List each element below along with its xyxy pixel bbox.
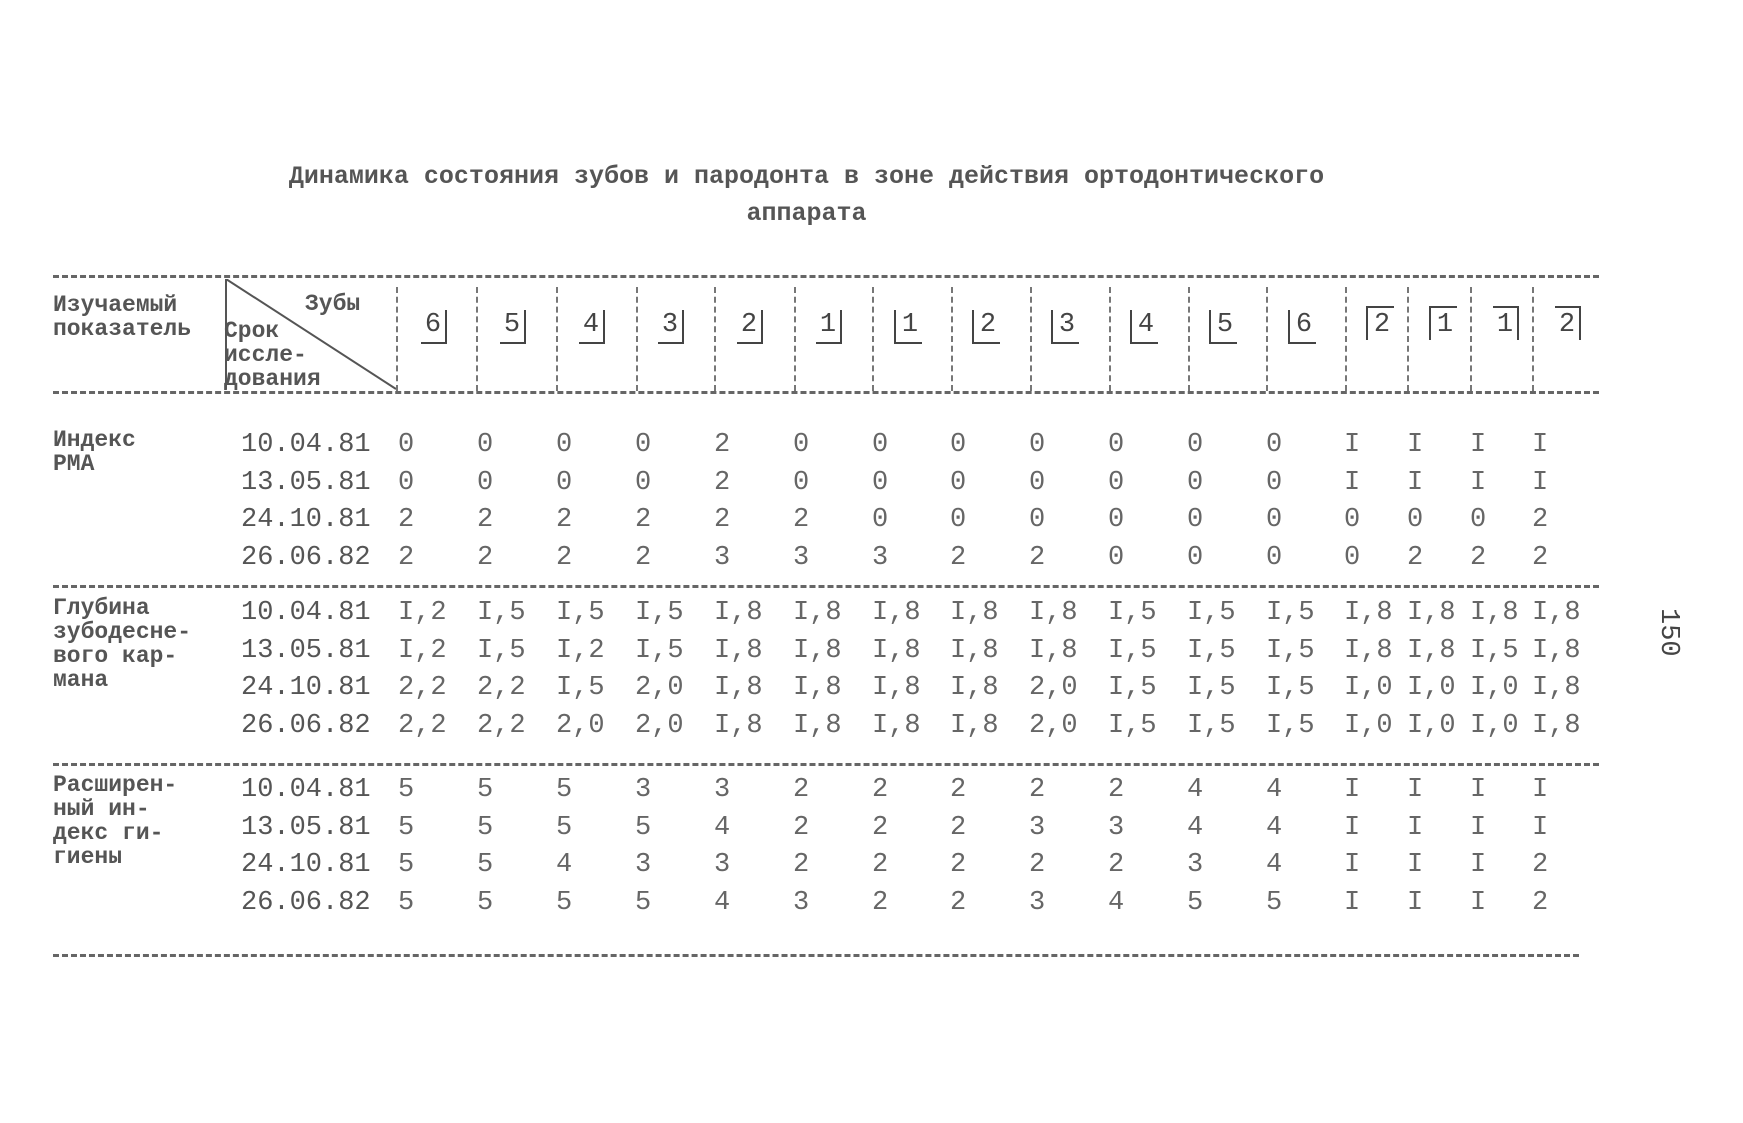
- table-cell: 2,0: [1029, 673, 1078, 703]
- table-cell: I: [1344, 887, 1361, 918]
- table-cell: I,2: [398, 635, 447, 666]
- table-cell: I,5: [1108, 635, 1157, 666]
- table-cell: 2: [793, 775, 810, 805]
- table-cell: I,5: [1108, 673, 1157, 703]
- table-cell: 3: [635, 775, 652, 805]
- table-cell: I,8: [1407, 598, 1456, 628]
- table-cell: 4: [1266, 812, 1283, 843]
- table-cell: I,8: [950, 598, 999, 628]
- tooth-header-5: [720, 310, 780, 340]
- tooth-header-12: [1272, 310, 1332, 340]
- table-cell: I,8: [714, 635, 763, 666]
- table-cell: 5: [477, 812, 494, 843]
- column-separator: [1266, 287, 1268, 391]
- table-cell: 0: [477, 430, 494, 460]
- table-cell: 2: [872, 812, 889, 843]
- table-cell: I,2: [556, 635, 605, 666]
- table-cell: 0: [1029, 467, 1046, 498]
- table-cell: I,2: [398, 598, 447, 628]
- row-date: 13.05.81: [241, 467, 371, 498]
- table-cell: 4: [1187, 812, 1204, 843]
- title-line-2: аппарата: [746, 199, 867, 228]
- row-date: 10.04.81: [241, 430, 371, 460]
- tooth-header-10: [1114, 310, 1174, 340]
- tooth-number: 6: [1288, 310, 1316, 344]
- table-cell: 2,2: [477, 710, 526, 741]
- table-cell: 0: [635, 467, 652, 498]
- row-date: 13.05.81: [241, 635, 371, 666]
- table-cell: 2: [872, 850, 889, 880]
- table-cell: 3: [793, 542, 810, 573]
- table-cell: 3: [872, 542, 889, 573]
- table-cell: 3: [1029, 812, 1046, 843]
- row-date: 24.10.81: [241, 850, 371, 880]
- table-cell: I: [1344, 467, 1361, 498]
- table-cell: 0: [635, 430, 652, 460]
- table-cell: 5: [635, 887, 652, 918]
- table-cell: 0: [872, 430, 889, 460]
- column-separator: [1470, 287, 1472, 391]
- column-separator: [951, 287, 953, 391]
- table-cell: 0: [1266, 430, 1283, 460]
- table-cell: 0: [1470, 505, 1487, 535]
- table-cell: 2: [950, 887, 967, 918]
- tooth-header-6: [799, 310, 859, 340]
- table-cell: 4: [1266, 775, 1283, 805]
- table-cell: 3: [635, 850, 652, 880]
- table-cell: 5: [1266, 887, 1283, 918]
- table-cell: I,5: [1266, 673, 1315, 703]
- table-cell: I: [1407, 850, 1424, 880]
- table-cell: 2: [714, 505, 731, 535]
- table-cell: 2,0: [556, 710, 605, 741]
- table-cell: 2: [1532, 542, 1549, 573]
- table-cell: I,8: [793, 710, 842, 741]
- table-cell: 2: [872, 887, 889, 918]
- table-cell: 0: [950, 430, 967, 460]
- header-diagonal-line: [224, 279, 398, 390]
- table-cell: 0: [1108, 542, 1125, 573]
- table-cell: I,8: [1470, 598, 1519, 628]
- row-date: 10.04.81: [241, 598, 371, 628]
- group-rule-1: [53, 585, 1599, 588]
- tooth-header-3: [562, 310, 622, 340]
- table-cell: I,8: [872, 598, 921, 628]
- table-cell: 2: [950, 775, 967, 805]
- table-cell: I,8: [714, 710, 763, 741]
- table-cell: 0: [1407, 505, 1424, 535]
- row-date: 24.10.81: [241, 673, 371, 703]
- table-cell: I,8: [1532, 673, 1581, 703]
- table-cell: I,8: [950, 710, 999, 741]
- table-cell: I,5: [635, 598, 684, 628]
- table-cell: 5: [556, 812, 573, 843]
- tooth-number: 2: [737, 310, 763, 344]
- table-cell: I: [1407, 430, 1424, 460]
- table-cell: 0: [1266, 542, 1283, 573]
- table-cell: I: [1470, 850, 1487, 880]
- table-cell: 0: [950, 467, 967, 498]
- table-cell: 5: [635, 812, 652, 843]
- column-separator: [636, 287, 638, 391]
- table-cell: 2: [1532, 887, 1549, 918]
- table-cell: I,8: [1029, 635, 1078, 666]
- table-cell: I: [1470, 775, 1487, 805]
- table-cell: I: [1470, 887, 1487, 918]
- table-cell: I: [1470, 467, 1487, 498]
- column-separator: [714, 287, 716, 391]
- table-cell: I,0: [1344, 710, 1393, 741]
- table-cell: 2: [1407, 542, 1424, 573]
- table-cell: 5: [398, 812, 415, 843]
- table-cell: 2: [714, 467, 731, 498]
- table-cell: I: [1407, 812, 1424, 843]
- table-cell: 5: [556, 775, 573, 805]
- table-cell: 2: [1108, 775, 1125, 805]
- table-cell: I,5: [1187, 710, 1236, 741]
- tooth-header-9: [1035, 310, 1095, 340]
- table-cell: 3: [714, 775, 731, 805]
- table-cell: 5: [477, 850, 494, 880]
- table-cell: I: [1407, 467, 1424, 498]
- table-cell: 5: [477, 887, 494, 918]
- table-cell: 2: [950, 850, 967, 880]
- table-cell: 2: [1108, 850, 1125, 880]
- table-cell: 0: [1187, 542, 1204, 573]
- row-date: 26.06.82: [241, 542, 371, 573]
- table-cell: 4: [1108, 887, 1125, 918]
- table-cell: 2: [1029, 542, 1046, 573]
- table-cell: I,0: [1407, 710, 1456, 741]
- table-cell: I: [1344, 812, 1361, 843]
- page-title: [0, 158, 1743, 232]
- table-cell: 2,0: [1029, 710, 1078, 741]
- table-cell: 2: [793, 850, 810, 880]
- table-cell: 2: [1029, 775, 1046, 805]
- table-cell: 0: [1266, 467, 1283, 498]
- tooth-number: 5: [500, 310, 526, 344]
- column-separator: [1407, 287, 1409, 391]
- table-cell: 3: [1029, 887, 1046, 918]
- table-cell: 2: [635, 542, 652, 573]
- table-cell: I,8: [793, 635, 842, 666]
- table-cell: 4: [1187, 775, 1204, 805]
- table-cell: I,8: [1029, 598, 1078, 628]
- table-cell: 0: [1344, 505, 1361, 535]
- column-separator: [1109, 287, 1111, 391]
- table-cell: 3: [714, 850, 731, 880]
- table-cell: 2: [1029, 850, 1046, 880]
- group-label-2: Глубина зубодесне- вого кар- мана: [53, 595, 192, 693]
- table-cell: 2: [1532, 850, 1549, 880]
- tooth-number: 1: [894, 310, 922, 344]
- row-date: 24.10.81: [241, 505, 371, 535]
- table-cell: 0: [872, 467, 889, 498]
- table-cell: I: [1407, 887, 1424, 918]
- table-cell: 0: [1187, 505, 1204, 535]
- table-cell: I,8: [1532, 710, 1581, 741]
- table-cell: 5: [398, 850, 415, 880]
- table-cell: 0: [1029, 430, 1046, 460]
- tooth-number: 1: [1429, 306, 1457, 340]
- table-cell: I,0: [1470, 673, 1519, 703]
- table-cell: 2,2: [398, 710, 447, 741]
- tooth-header-8: [956, 310, 1016, 340]
- table-cell: 0: [398, 430, 415, 460]
- tooth-header-4: [641, 310, 701, 340]
- table-cell: 0: [950, 505, 967, 535]
- tooth-number: 2: [1555, 306, 1581, 340]
- tooth-number: 1: [1493, 306, 1519, 340]
- table-cell: 5: [398, 775, 415, 805]
- table-cell: 2: [556, 542, 573, 573]
- row-date: 13.05.81: [241, 812, 371, 843]
- table-cell: I,5: [635, 635, 684, 666]
- table-cell: I: [1470, 812, 1487, 843]
- table-cell: 5: [1187, 887, 1204, 918]
- term-label-line-2: иссле-: [224, 342, 307, 368]
- term-label-line-1: Срок: [224, 318, 280, 344]
- table-cell: I,8: [872, 673, 921, 703]
- table-cell: 0: [793, 467, 810, 498]
- table-cell: I,5: [477, 635, 526, 666]
- indicator-label-line-2: показатель: [53, 316, 192, 342]
- tooth-number: 3: [1051, 310, 1079, 344]
- table-cell: I: [1532, 467, 1549, 498]
- table-cell: 5: [398, 887, 415, 918]
- column-separator: [794, 287, 796, 391]
- table-cell: I,8: [793, 598, 842, 628]
- header-top-rule: [53, 275, 1599, 278]
- table-cell: I,8: [1344, 598, 1393, 628]
- table-cell: I,0: [1344, 673, 1393, 703]
- term-label-line-3: дования: [224, 366, 321, 392]
- table-cell: I: [1344, 775, 1361, 805]
- row-date: 10.04.81: [241, 775, 371, 805]
- tooth-number: 2: [1366, 306, 1394, 340]
- table-cell: I,5: [1266, 635, 1315, 666]
- table-cell: 4: [714, 887, 731, 918]
- table-cell: 2: [635, 505, 652, 535]
- table-cell: I: [1407, 775, 1424, 805]
- tooth-header-13: [1350, 310, 1410, 340]
- tooth-header-14: [1413, 310, 1473, 340]
- table-bottom-rule: [53, 954, 1579, 957]
- table-cell: I,5: [1187, 635, 1236, 666]
- table-cell: 0: [1187, 430, 1204, 460]
- column-separator: [476, 287, 478, 391]
- column-separator: [1345, 287, 1347, 391]
- table-cell: I,8: [1407, 635, 1456, 666]
- table-cell: 2: [1470, 542, 1487, 573]
- table-cell: 0: [556, 430, 573, 460]
- column-separator: [396, 287, 398, 391]
- table-cell: I,8: [714, 673, 763, 703]
- table-cell: I,8: [1532, 598, 1581, 628]
- table-cell: I,5: [1187, 598, 1236, 628]
- table-cell: 4: [1266, 850, 1283, 880]
- tooth-header-2: [483, 310, 543, 340]
- tooth-number: 3: [658, 310, 684, 344]
- table-cell: 3: [1187, 850, 1204, 880]
- teeth-label: Зубы: [305, 291, 361, 317]
- indicator-label: [53, 293, 191, 341]
- page-number: 150: [1653, 608, 1683, 657]
- table-cell: 0: [1344, 542, 1361, 573]
- group-rule-2: [53, 763, 1599, 766]
- table-cell: I: [1532, 775, 1549, 805]
- table-cell: 0: [556, 467, 573, 498]
- table-cell: 2: [872, 775, 889, 805]
- table-cell: I,5: [1108, 598, 1157, 628]
- table-cell: 0: [1029, 505, 1046, 535]
- table-cell: 0: [477, 467, 494, 498]
- tooth-number: 4: [1130, 310, 1158, 344]
- table-cell: I: [1532, 430, 1549, 460]
- indicator-label-line-1: Изучаемый: [53, 292, 178, 318]
- table-cell: 2,2: [477, 673, 526, 703]
- tooth-number: 5: [1209, 310, 1237, 344]
- table-cell: I,0: [1470, 710, 1519, 741]
- column-separator: [1532, 287, 1534, 391]
- table-cell: 4: [556, 850, 573, 880]
- table-cell: I,8: [950, 673, 999, 703]
- column-separator: [872, 287, 874, 391]
- table-cell: I,5: [1266, 598, 1315, 628]
- row-date: 26.06.82: [241, 710, 371, 741]
- table-cell: 2: [477, 505, 494, 535]
- table-cell: I,5: [1266, 710, 1315, 741]
- column-separator: [1188, 287, 1190, 391]
- table-cell: 0: [1108, 430, 1125, 460]
- table-cell: 2: [950, 812, 967, 843]
- table-cell: 2,0: [635, 673, 684, 703]
- table-cell: 0: [1108, 505, 1125, 535]
- table-cell: 2,0: [635, 710, 684, 741]
- column-separator: [1030, 287, 1032, 391]
- tooth-number: 6: [421, 310, 447, 344]
- table-cell: 2: [398, 542, 415, 573]
- table-cell: I,5: [1470, 635, 1519, 666]
- tooth-header-7: [878, 310, 938, 340]
- table-cell: 5: [556, 887, 573, 918]
- table-cell: 3: [793, 887, 810, 918]
- table-cell: I,5: [1108, 710, 1157, 741]
- table-cell: 2: [398, 505, 415, 535]
- table-cell: I: [1470, 430, 1487, 460]
- table-cell: I,8: [1344, 635, 1393, 666]
- tooth-header-11: [1193, 310, 1253, 340]
- table-cell: I,8: [793, 673, 842, 703]
- table-cell: 0: [1266, 505, 1283, 535]
- table-cell: I,0: [1407, 673, 1456, 703]
- table-cell: I: [1532, 812, 1549, 843]
- table-cell: 2: [556, 505, 573, 535]
- table-cell: I,5: [1187, 673, 1236, 703]
- table-cell: 2: [793, 505, 810, 535]
- table-cell: 0: [1108, 467, 1125, 498]
- table-cell: 2: [477, 542, 494, 573]
- tooth-header-16: [1538, 310, 1598, 340]
- table-cell: I: [1344, 430, 1361, 460]
- table-cell: 3: [714, 542, 731, 573]
- title-line-1: Динамика состояния зубов и пародонта в зоне действия ортодонтического: [288, 162, 1325, 191]
- tooth-header-15: [1476, 310, 1536, 340]
- table-cell: 0: [793, 430, 810, 460]
- tooth-number: 4: [579, 310, 605, 344]
- tooth-number: 1: [816, 310, 842, 344]
- table-cell: 5: [477, 775, 494, 805]
- tooth-header-1: [404, 310, 464, 340]
- column-separator: [556, 287, 558, 391]
- table-cell: I,5: [556, 673, 605, 703]
- table-cell: 0: [398, 467, 415, 498]
- table-cell: I,8: [714, 598, 763, 628]
- table-cell: 2: [1532, 505, 1549, 535]
- table-cell: 2: [714, 430, 731, 460]
- tooth-number: 2: [972, 310, 1000, 344]
- table-cell: I,5: [477, 598, 526, 628]
- table-cell: I,8: [872, 635, 921, 666]
- table-cell: 3: [1108, 812, 1125, 843]
- table-cell: 2,2: [398, 673, 447, 703]
- table-cell: 0: [1187, 467, 1204, 498]
- table-cell: I,8: [950, 635, 999, 666]
- group-label-3: Расширен- ный ин- декс ги- гиены: [53, 772, 178, 870]
- table-cell: I,5: [556, 598, 605, 628]
- table-cell: 2: [950, 542, 967, 573]
- table-cell: 4: [714, 812, 731, 843]
- table-cell: I,8: [1532, 635, 1581, 666]
- table-cell: 2: [793, 812, 810, 843]
- table-cell: I: [1344, 850, 1361, 880]
- table-cell: 0: [872, 505, 889, 535]
- group-label-1: Индекс РМА: [53, 427, 136, 477]
- row-date: 26.06.82: [241, 887, 371, 918]
- table-cell: I,8: [872, 710, 921, 741]
